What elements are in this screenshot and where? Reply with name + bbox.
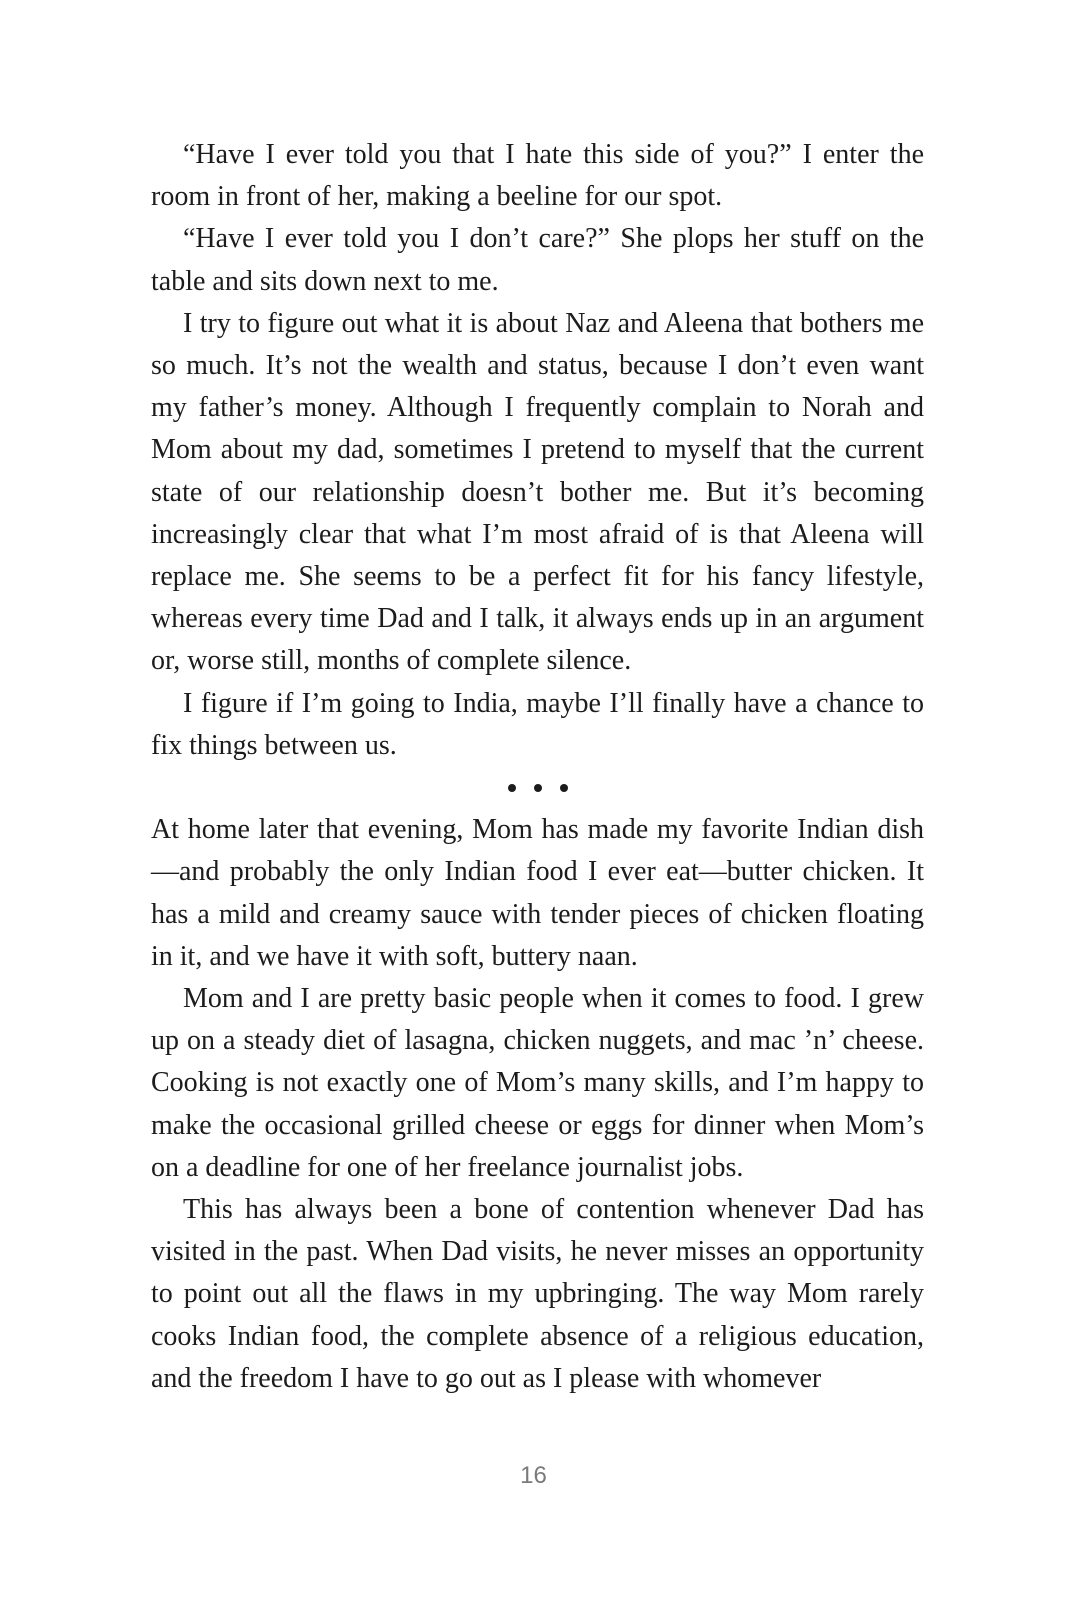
paragraph: Mom and I are pretty basic people when it comes to food. I grew up on a steady diet of lasagna, chicken nuggets, and mac ’n’ cheese. Cooking is not exactly one of Mom’s many skills, and I’m happy to make the occasional grilled cheese or eggs for dinner when Mom’s on a deadline for one of her freelance journalist jobs. [151,983,924,1183]
paragraph: At home later that evening, Mom has made my favorite Indian dish—and probably the only Indian food I ever eat—butter chicken. It has a mild and creamy sauce with tender pieces of chicken floating in it, and we have it with soft, buttery naan. [151,814,924,972]
paragraph: I figure if I’m going to India, maybe I’ll finally have a chance to fix things between us. [151,687,924,761]
paragraph: This has always been a bone of contention whenever Dad has visited in the past. When Dad visits, he never misses an opportunity to point out all the flaws in my upbringing. The way Mom rarely cooks Indian food, the complete absence of a religious education, and the freedom I have to go out as I please with whomever [151,1194,924,1394]
paragraph: I try to figure out what it is about Naz and Aleena that bothers me so much. It’s not the wealth and status, because I don’t even want my father’s money. Although I frequently complain to Norah and Mom about my dad, sometimes I pretend to myself that the current state of our relationship doesn’t bother me. But it’s becoming increasingly clear that what I’m most afraid of is that Aleena will replace me. She seems to be a perfect fit for his fancy lifestyle, whereas every time Dad and I talk, it always ends up in an argument or, worse still, months of complete silence. [151,307,924,677]
paragraph: “Have I ever told you I don’t care?” She plops her stuff on the table and sits down next to me. [151,223,924,297]
page-number: 16 [520,1462,547,1489]
section-break-dot [508,784,516,792]
body-text [151,134,924,1400]
section-break [151,767,924,809]
section-break-dot [534,784,542,792]
paragraph: “Have I ever told you that I hate this side of you?” I enter the room in front of her, making a beeline for our spot. [151,139,924,213]
section-break-dot [560,784,568,792]
